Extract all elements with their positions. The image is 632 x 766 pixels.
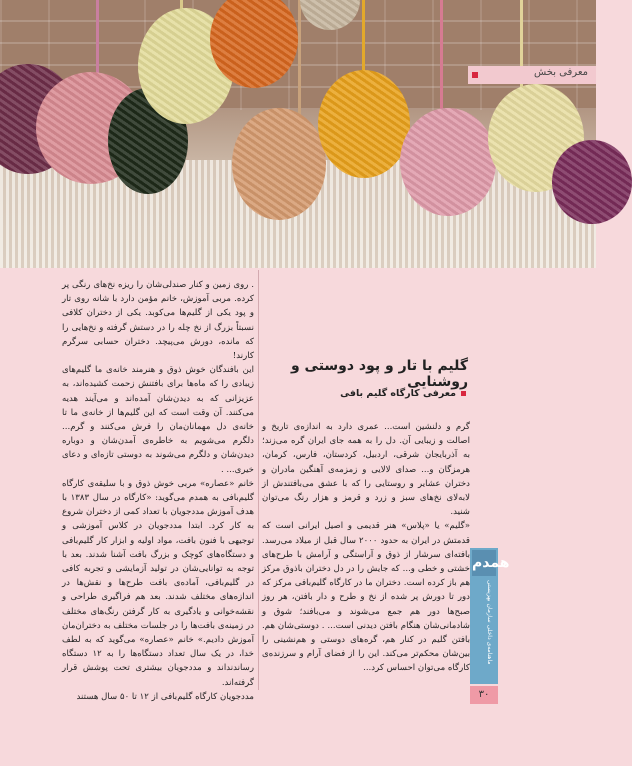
paragraph: گرم و دلنشین است... عمری دارد به اندازه‌ی تاریخ و اصالت و زیبایی آن. دل را به همه جای ایران گره می‌زند؛ به آذربایجان شرقی، اردبیل، کردستان، فارس، کرمان، هرمزگان و... صدای لالایی و زمزمه‌ی آهنگین مادران و دختران عشایر و روستایی را که با عشق می‌بافتندش از لابه‌لای نخ‌های سبز و زرد و قرمز و هزار رنگ می‌توان شنید. [262, 422, 470, 518]
yarn-ball [552, 140, 632, 224]
article-subtitle [266, 388, 466, 399]
paragraph: مددجویان کارگاه گلیم‌بافی از ۱۲ تا ۵۰ سال هستند [76, 691, 254, 702]
column-divider [258, 270, 259, 690]
yarn-string [96, 0, 99, 80]
section-label: معرفی بخش [534, 67, 588, 78]
left-column [62, 278, 254, 702]
paragraph: خانم «عصاره» مربی خوش ذوق و با سلیقه‌ی کارگاه گلیم‌بافی به همدم می‌گوید: «کارگاه در سال ۱۳۸۳ با هدف آموزش مددجویان با تعداد کمی از دختران شروع به کار کرد. ابتدا مددجویان در کلاس آموزشی و توجیهی با فنون بافت، مواد اولیه و ابزار کار گلیم‌بافی و دستگاه‌های کوچک و بزرگ بافت آشنا شدند. بعد با توجه به توانایی‌شان در تولید آزمایشی و تجربه کافی در گلیم‌بافی، آماده‌ی بافت طرح‌ها و نقش‌ها در اندازه‌های مختلف شدند. بعد هم فراگیری طراحی و نقشه‌خوانی و یادگیری به کار گرفتن رنگ‌های مختلف در زمینه‌ی بافت‌ها را در جلسات مختلف به دختران‌مان آموزش دادیم.» خانم «عصاره» می‌گوید که به لطف خدا، در یک سال تعداد دستگاه‌ها را به ۱۲ دستگاه رساندند‌اند و مددجویان بیشتری تحت پوشش قرار گرفته‌اند. [62, 478, 254, 688]
yarn-string [440, 0, 443, 120]
right-column [262, 420, 470, 680]
yarn-ball [318, 70, 410, 178]
yarn-ball [400, 108, 496, 216]
article-title: گلیم با تار و پود دوستی و روشنایی [290, 358, 468, 390]
page-number: ۳۰ [470, 686, 498, 704]
paragraph: «گلیم» یا «پلاس» هنر قدیمی و اصیل ایرانی است که قدمتش در ایران به حدود ۲۰۰۰ سال قبل از میلاد می‌رسد. بافته‌ای سرشار از ذوق و آراستگی و آرامش با طرح‌های خشتی و خطی و... که جایش را در دل دختران باذوق مرکز هم باز کرده است. دختران ما در کارگاه گلیم‌بافی مرکز که دور تا دورش پر شده از نخ و طرح و دار بافتن، هر روز صبح‌ها دور هم جمع می‌شوند و می‌بافند؛ شوق و شادمانی‌شان هنگام بافتن دیدنی است... . دوستی‌شان هم. بافتن گلیم در کنار هم، گره‌های دوستی و هم‌نشینی را بین‌شان محکم‌تر می‌کند. این را از فضای آرام و سرزنده‌ی کارگاه می‌توان احساس کرد... [262, 521, 470, 674]
magazine-logo: همدم [472, 550, 496, 576]
section-tag [468, 66, 596, 84]
yarn-photo [0, 0, 596, 268]
yarn-string [298, 0, 301, 120]
yarn-ball [232, 108, 326, 220]
section-bullet-icon [472, 72, 478, 78]
paragraph: این بافندگان خوش ذوق و هنرمند خانه‌ی ما گلیم‌های زیبادی را که ماه‌ها برای بافتنش زحمت کشیده‌اند، به عزیزانی که به دیدن‌شان آمده‌اند و می‌آیند هدیه می‌کنند. آن وقت است که این گلیم‌ها از خانه‌ی ما تا خانه‌ی دل مهمانان‌مان را فرش می‌کنند و گرم... دلگرم می‌شویم به خاطره‌ی آمدن‌شان و دوباره دیدن‌شان و دلگرم می‌شوند به دوستی تازه‌ای و دعای خیری... . [62, 365, 254, 475]
magazine-strip-text: ماهنامه‌ی داخلی سازمان بهزیستی [486, 580, 493, 665]
paragraph: . روی زمین و کنار صندلی‌شان را ریزه نخ‌های رنگی پر کرده. مربی آموزش، خانم مؤمن دارد با شانه روی تار و پود یکی از گلیم‌ها می‌کوبد. یکی از دختران کلافی نسبتاً بزرگ از نخ چله را در دستش گرفته و نخ‌هایی را که مانده، دورش می‌پیچد. دختران حسابی سرگرم کارند! [62, 280, 254, 362]
subtitle-bullet-icon [461, 391, 466, 396]
subtitle-text: معرفی کارگاه گلیم بافی [340, 388, 456, 399]
magazine-strip [470, 548, 510, 684]
